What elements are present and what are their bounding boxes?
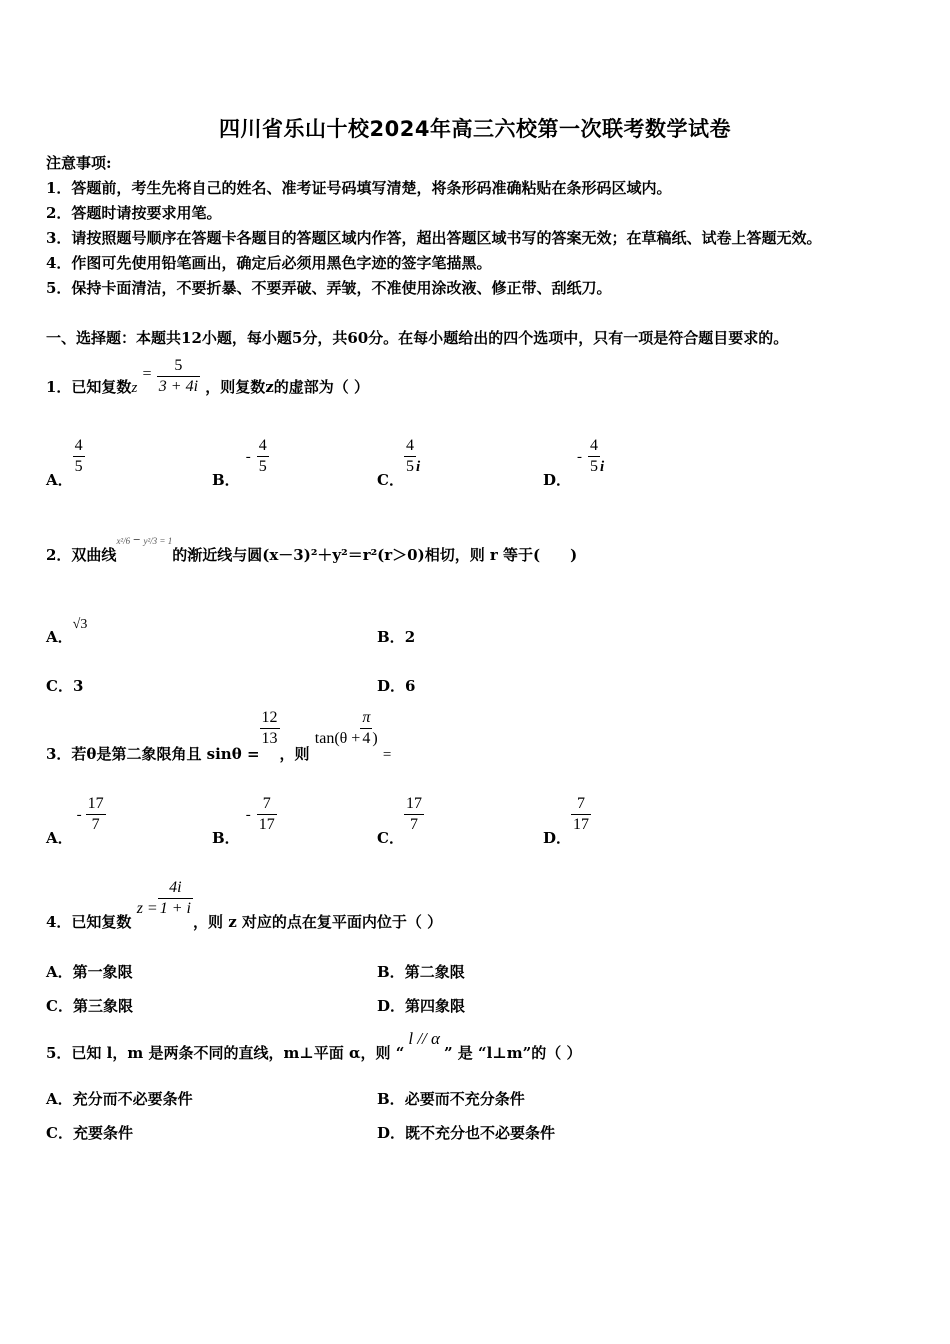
question-5-suffix: ” 是 “l⊥m”的（ ） [443,1044,582,1062]
option-num: 4 [405,437,414,454]
option-label: C． [46,677,73,695]
notice-item: 5．保持卡面清洁，不要折暴、不要弄破、弄皱，不准使用涂改液、修正带、刮纸刀。 [46,279,612,297]
option-value: 充分而不必要条件 [72,1090,193,1108]
option-label: A． [46,963,73,981]
q5-option-c[interactable] [46,1122,133,1143]
q3-den: 13 [261,730,278,747]
q2-option-a[interactable] [46,612,88,646]
q3-option-c[interactable] [377,794,424,847]
option-den: 7 [86,814,106,835]
option-label: D． [377,1124,406,1142]
q4-var: z = [136,899,158,917]
option-label: A． [46,470,73,489]
option-label: A． [46,828,73,847]
question-2-suffix: 的渐近线与圆(x－3)²＋y²＝r²(r＞0)相切，则 r 等于( ) [172,546,578,564]
option-den: 5 [590,458,599,475]
question-4 [46,878,443,931]
notice-item: 3．请按照题号顺序在答题卡各题目的答题区域内作答，超出答题区域书写的答案无效；在草稿纸、试卷上答题无效。 [46,229,822,247]
option-value: 既不充分也不必要条件 [405,1124,556,1142]
option-num: 17 [87,795,104,812]
q3-option-b[interactable] [212,794,277,847]
option-label: B． [212,828,240,847]
question-4-prefix: 4．已知复数 [46,912,132,931]
option-label: D． [377,677,406,695]
q3-four: 4 [360,728,372,749]
option-label: B． [377,963,405,981]
q4-num: 4i [169,879,182,896]
option-value: 必要而不充分条件 [404,1090,525,1108]
question-4-suffix: ，则 z 对应的点在复平面内位于（ ） [192,912,443,931]
q4-den: 1 + i [159,900,191,917]
q1-var: z [131,380,138,396]
q2-option-d[interactable] [377,675,415,696]
option-label: B． [377,1090,405,1108]
q2-formula-b: y²/3 = 1 [143,536,173,546]
question-5 [46,1028,582,1062]
option-label: D． [543,470,572,489]
q5-option-a[interactable] [46,1088,193,1109]
notice-item: 1．答题前，考生先将自己的姓名、准考证号码填写清楚，将条形码准确粘贴在条形码区域内。 [46,179,672,197]
q3-option-a[interactable] [46,794,106,847]
option-num: 4 [74,437,83,454]
page-title: 四川省乐山十校2024年高三六校第一次联考数学试卷 [219,117,731,141]
q2-option-c[interactable] [46,675,83,696]
option-label: B． [377,628,405,646]
q2-minus: − [133,532,141,547]
q3-option-d[interactable] [543,794,591,847]
q1-num: 5 [174,357,183,374]
q3-mid: ，则 [279,744,310,763]
q3-eq: = [382,746,392,763]
section-heading: 一、选择题：本题共12小题，每小题5分，共60分。在每小题给出的四个选项中，只有一项是符合题目要求的。 [46,329,789,347]
q4-option-b[interactable] [377,961,465,982]
option-value: 第三象限 [72,997,133,1015]
question-2-prefix: 2．双曲线 [46,546,117,564]
q4-option-d[interactable] [377,995,465,1016]
q3-num: 12 [261,709,278,726]
option-den: 17 [258,816,275,833]
q1-option-a[interactable] [46,436,85,489]
option-value: 3 [72,677,84,695]
q4-option-a[interactable] [46,961,133,982]
option-label: C． [46,1124,73,1142]
option-den: 5 [74,458,83,475]
option-sign: - [245,448,251,465]
q1-eq: = [142,365,152,383]
option-label: D． [377,997,406,1015]
question-1-suffix: ，则复数z的虚部为（ ） [205,378,370,396]
option-num: 4 [258,437,267,454]
question-3 [46,708,392,763]
option-label: C． [377,470,404,489]
option-tail: i [415,458,421,475]
q5-option-b[interactable] [377,1088,525,1109]
option-label: D． [543,828,572,847]
option-num: 7 [577,795,586,812]
question-1 [46,352,369,397]
q1-den: 3 + 4i [158,378,199,395]
option-value: 6 [405,677,416,695]
option-num: 17 [405,795,422,812]
notice-heading: 注意事项: [46,154,112,172]
option-value: 第一象限 [72,963,133,981]
q5-option-d[interactable] [377,1122,555,1143]
option-label: C． [46,997,73,1015]
option-label: C． [377,828,404,847]
option-label: A． [46,1090,73,1108]
q1-option-c[interactable] [377,436,421,489]
q3-tan: tan(θ + [314,729,361,747]
option-den: 5 [405,458,414,475]
option-value: 第四象限 [405,997,466,1015]
option-label: A． [46,628,73,646]
notice-item: 4．作图可先使用铅笔画出，确定后必须用黑色字迹的签字笔描黑。 [46,254,492,272]
notice-item: 2．答题时请按要求用笔。 [46,204,222,222]
option-value: 第二象限 [404,963,465,981]
question-2 [46,528,578,564]
option-sign: - [76,806,82,823]
q2-option-b[interactable] [377,626,415,647]
option-den: 7 [404,814,424,835]
option-den: 17 [573,816,590,833]
q3-pi: π [362,709,371,726]
q1-option-d[interactable] [543,436,605,489]
question-5-prefix: 5．已知 l，m 是两条不同的直线，m⊥平面 α，则 “ [46,1044,405,1062]
option-num: 4 [590,437,599,454]
option-value: 充要条件 [72,1124,133,1142]
q4-option-c[interactable] [46,995,133,1016]
q2-formula-a: x²/6 [116,536,131,546]
option-value: 2 [404,628,416,646]
option-sign: - [245,806,251,823]
question-3-prefix: 3．若θ是第二象限角且 sinθ = [46,744,260,763]
option-num: 7 [262,795,271,812]
question-1-prefix: 1．已知复数 [46,378,132,396]
option-sign: - [577,448,583,465]
option-value: √3 [72,617,88,632]
q3-close: ) [372,729,378,747]
option-den: 5 [258,458,267,475]
q5-cond: l // α [408,1029,440,1048]
option-tail: i [600,458,605,475]
option-label: B． [212,470,240,489]
q1-option-b[interactable] [212,436,269,489]
